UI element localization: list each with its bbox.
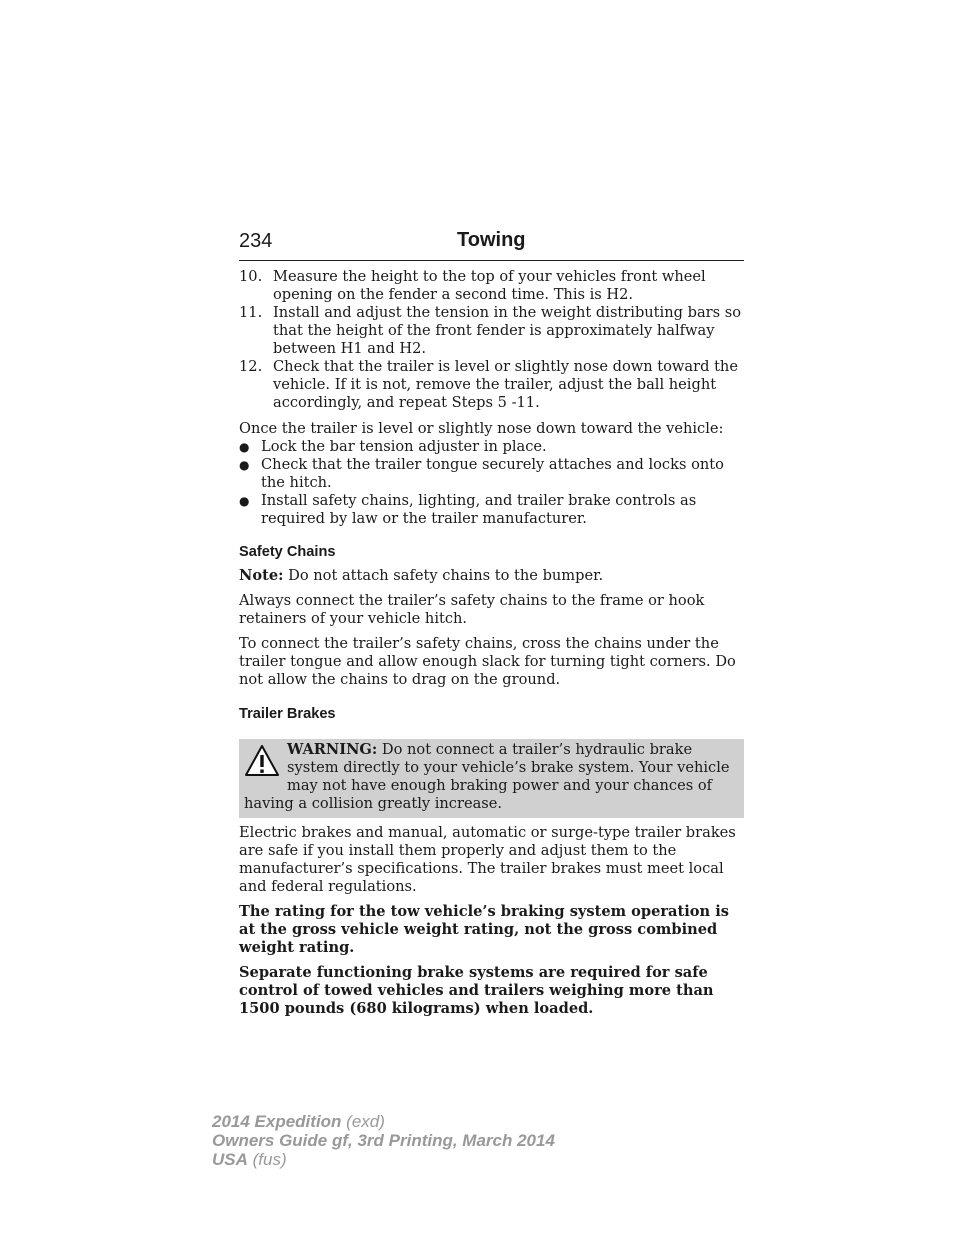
safety-chains-paragraph-2: To connect the trailer’s safety chains, cross the chains under the trailer tongue and allow enough slack for turning tight corners. Do not allow the chains to drag on the ground. [239, 635, 736, 688]
page-footer [212, 1112, 555, 1169]
bullet-icon: ● [239, 494, 250, 508]
bullet-list [239, 438, 744, 528]
bullet-icon: ● [239, 458, 250, 472]
safety-chains-paragraph-1: Always connect the trailer’s safety chains to the frame or hook retainers of your vehicle hitch. [239, 592, 705, 627]
trailer-brakes-paragraph: Electric brakes and manual, automatic or surge-type trailer brakes are safe if you install them properly and adjust them to the manufacturer’s specifications. The trailer brakes must meet local and federal regulations. [239, 824, 736, 895]
footer-line-2: Owners Guide gf, 3rd Printing, March 2014 [212, 1131, 555, 1150]
intro-paragraph: Once the trailer is level or slightly nose down toward the vehicle: [239, 420, 724, 437]
page-content [239, 268, 744, 1018]
footer-line-3: USA (fus) [212, 1150, 287, 1169]
bullet-icon: ● [239, 440, 250, 454]
note-paragraph [239, 567, 744, 585]
note-text: Do not attach safety chains to the bumper. [283, 567, 604, 584]
bullet-item: ● Check that the trailer tongue securely attaches and locks onto the hitch. [239, 456, 724, 491]
braking-rating-paragraph: The rating for the tow vehicle’s braking system operation is at the gross vehicle weight rating, not the gross combined weight rating. [239, 903, 729, 956]
bullet-item: ● Install safety chains, lighting, and trailer brake controls as required by law or the trailer manufacturer. [239, 492, 697, 527]
step-text: Check that the trailer is level or slightly nose down toward the vehicle. If it is not, remove the trailer, adjust the ball height accordingly, and repeat Steps 5 -11. [273, 358, 738, 411]
section-heading-safety-chains: Safety Chains [239, 544, 336, 560]
step-item [239, 358, 744, 412]
chapter-title: Towing [457, 229, 526, 251]
step-text: Measure the height to the top of your vehicles front wheel opening on the fender a second time. This is H2. [273, 268, 706, 303]
footer-line-1: 2014 Expedition (exd) [212, 1112, 385, 1131]
page-header [239, 228, 744, 261]
warning-label: WARNING: [287, 741, 378, 758]
bullet-item: ● Lock the bar tension adjuster in place. [239, 438, 547, 455]
section-heading-trailer-brakes: Trailer Brakes [239, 706, 336, 722]
step-item [239, 304, 744, 358]
step-number: 12. [239, 358, 263, 375]
separate-brakes-paragraph: Separate functioning brake systems are required for safe control of towed vehicles and trailers weighing more than 1500 pounds (680 kilograms) when loaded. [239, 964, 714, 1017]
step-text: Install and adjust the tension in the weight distributing bars so that the height of the front fender is approximately halfway between H1 and H2. [273, 304, 742, 357]
note-label: Note: [239, 567, 284, 584]
warning-text: Do not connect a trailer’s hydraulic brake system directly to your vehicle’s brake system. Your vehicle may not have enough braking power and your chances of having a collision greatly increase. [244, 741, 730, 812]
page-number: 234 [239, 230, 273, 252]
step-number: 10. [239, 268, 263, 285]
step-number: 11. [239, 304, 263, 321]
step-item [239, 268, 744, 304]
warning-icon [244, 743, 280, 779]
warning-box [239, 739, 744, 818]
